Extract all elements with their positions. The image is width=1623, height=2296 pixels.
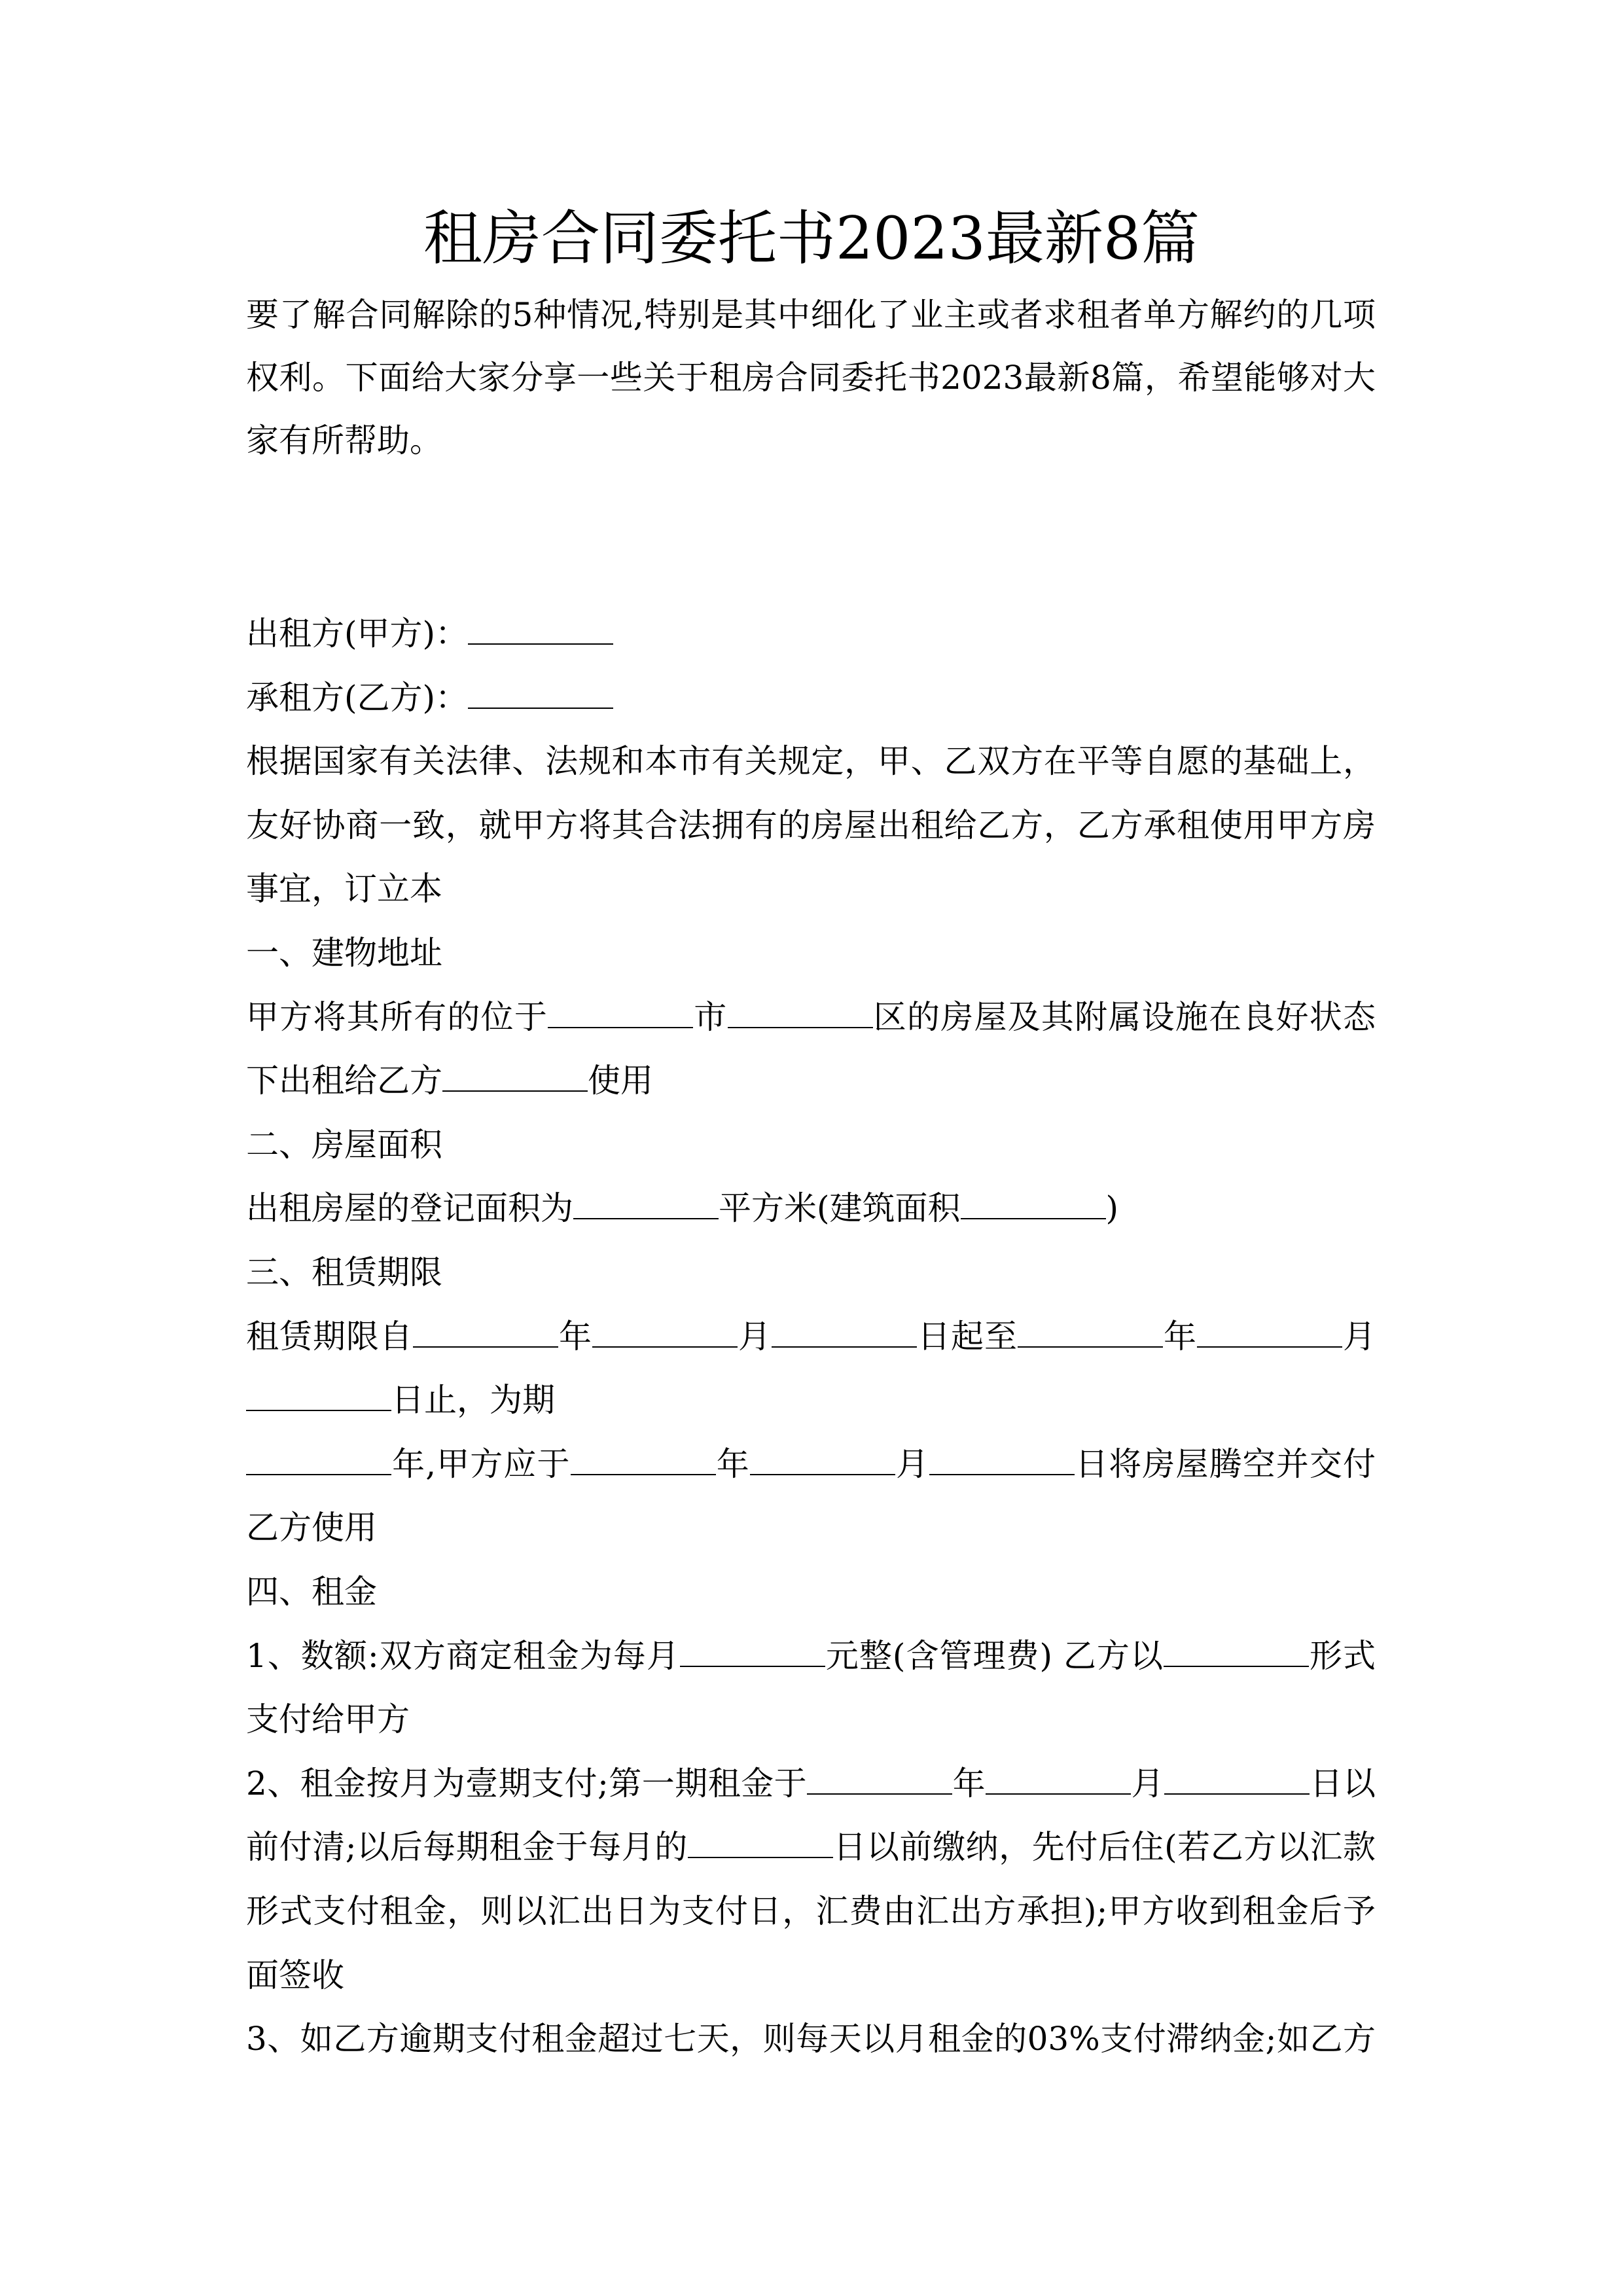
body-line: [246, 666, 1376, 730]
body-line: [246, 1433, 1376, 1496]
body-line: [246, 1752, 1376, 1816]
text-segment: 日止，为期: [391, 1381, 555, 1420]
text-segment: 月: [895, 1444, 930, 1483]
text-segment: 使用: [588, 1062, 653, 1100]
fill-in-blank: [246, 1384, 391, 1411]
body-line: [246, 986, 1376, 1049]
text-segment: 年: [1163, 1317, 1197, 1355]
body-line: [246, 794, 1376, 857]
intro-line: [246, 409, 1376, 473]
text-segment: 月: [1342, 1317, 1376, 1355]
fill-in-blank: [442, 1064, 588, 1092]
fill-in-blank: [413, 1320, 558, 1348]
text-segment: 日将房屋腾空并交付: [1075, 1444, 1376, 1483]
text-segment: 出租方(甲方)：: [246, 615, 469, 653]
text-segment: 出租房屋的登记面积为: [246, 1189, 573, 1228]
text-segment: 承租方(乙方)：: [246, 678, 469, 717]
text-segment: 年: [558, 1317, 592, 1355]
text-segment: 年: [715, 1444, 750, 1483]
body-line: [246, 1688, 1376, 1751]
text-segment: 家有所帮助。: [246, 422, 442, 459]
text-segment: 2、租金按月为壹期支付;第一期租金于: [246, 1764, 808, 1803]
fill-in-blank: [573, 1192, 719, 1219]
body-line: [246, 2007, 1376, 2071]
intro-line: [246, 346, 1376, 410]
body-line: [246, 1305, 1376, 1369]
body-line: [246, 857, 1376, 921]
text-segment: 日以前缴纳，先付后住(若乙方以汇款: [832, 1828, 1376, 1867]
fill-in-blank: [728, 1001, 873, 1028]
text-segment: 四、租金: [246, 1573, 377, 1611]
body-line: [246, 922, 1376, 985]
fill-in-blank: [1164, 1767, 1310, 1795]
fill-in-blank: [688, 1831, 833, 1858]
fill-in-blank: [548, 1001, 693, 1028]
fill-in-blank: [807, 1767, 952, 1795]
fill-in-blank: [680, 1640, 825, 1667]
text-segment: ): [1105, 1189, 1119, 1228]
text-segment: 形式支付租金，则以汇出日为支付日，汇费由汇出方承担);甲方收到租金后予: [246, 1892, 1376, 1930]
document-title: 租房合同委托书2023最新8篇: [423, 204, 1200, 273]
text-segment: 1、数额:双方商定租金为每月: [246, 1636, 680, 1675]
body-line: [246, 730, 1376, 793]
text-segment: 根据国家有关法律、法规和本市有关规定，甲、乙双方在平等自愿的基础上，: [246, 742, 1376, 781]
text-segment: 月: [738, 1317, 772, 1355]
text-segment: 下出租给乙方: [246, 1062, 442, 1100]
text-segment: 支付给甲方: [246, 1700, 410, 1739]
text-segment: 租赁期限自: [246, 1317, 413, 1355]
text-segment: 三、租赁期限: [246, 1253, 442, 1291]
text-segment: 日以: [1310, 1764, 1376, 1803]
body-line: [246, 1113, 1376, 1177]
text-segment: 市: [693, 997, 728, 1036]
text-segment: 年,甲方应于: [391, 1444, 571, 1483]
text-segment: 权利。下面给大家分享一些关于租房合同委托书2023最新8篇，希望能够对大: [246, 359, 1376, 397]
text-segment: 元整(含管理费) 乙方以: [825, 1636, 1164, 1675]
text-segment: 前付清;以后每期租金于每月的: [246, 1828, 688, 1867]
text-segment: 友好协商一致，就甲方将其合法拥有的房屋出租给乙方，乙方承租使用甲方房: [246, 806, 1376, 844]
body-line: [246, 1177, 1376, 1240]
body-line: [246, 1560, 1376, 1624]
fill-in-blank: [986, 1767, 1131, 1795]
fill-in-blank: [468, 617, 613, 645]
fill-in-blank: [961, 1192, 1106, 1219]
fill-in-blank: [1197, 1320, 1342, 1348]
body-line: [246, 1944, 1376, 2007]
body-line: [246, 1816, 1376, 1879]
fill-in-blank: [246, 1448, 391, 1475]
fill-in-blank: [571, 1448, 716, 1475]
body-line: [246, 1049, 1376, 1113]
text-segment: 日起至: [917, 1317, 1018, 1355]
text-segment: 乙方使用: [246, 1509, 377, 1547]
body-line: [246, 1369, 1376, 1432]
text-segment: 月: [1131, 1764, 1165, 1803]
text-segment: 一、建物地址: [246, 934, 442, 972]
body-line: [246, 1880, 1376, 1943]
text-segment: 二、房屋面积: [246, 1125, 442, 1164]
text-segment: 面签收: [246, 1956, 344, 1994]
text-segment: 形式: [1308, 1636, 1376, 1675]
fill-in-blank: [750, 1448, 895, 1475]
body-line: [246, 1241, 1376, 1304]
text-segment: 要了解合同解除的5种情况,特别是其中细化了业主或者求租者单方解约的几项: [246, 296, 1376, 334]
body-line: [246, 1624, 1376, 1688]
text-segment: 区的房屋及其附属设施在良好状态: [872, 997, 1376, 1036]
fill-in-blank: [772, 1320, 917, 1348]
text-segment: 年: [952, 1764, 986, 1803]
text-segment: 甲方将其所有的位于: [246, 997, 548, 1036]
body-line: [246, 602, 1376, 666]
text-segment: 3、如乙方逾期支付租金超过七天，则每天以月租金的03%支付滞纳金;如乙方: [246, 2020, 1376, 2058]
intro-line: [246, 283, 1376, 347]
fill-in-blank: [592, 1320, 738, 1348]
fill-in-blank: [468, 681, 613, 709]
fill-in-blank: [1164, 1640, 1309, 1667]
text-segment: 平方米(建筑面积: [719, 1189, 961, 1228]
fill-in-blank: [1018, 1320, 1163, 1348]
body-line: [246, 1496, 1376, 1560]
fill-in-blank: [929, 1448, 1075, 1475]
text-segment: 事宜，订立本: [246, 870, 442, 908]
